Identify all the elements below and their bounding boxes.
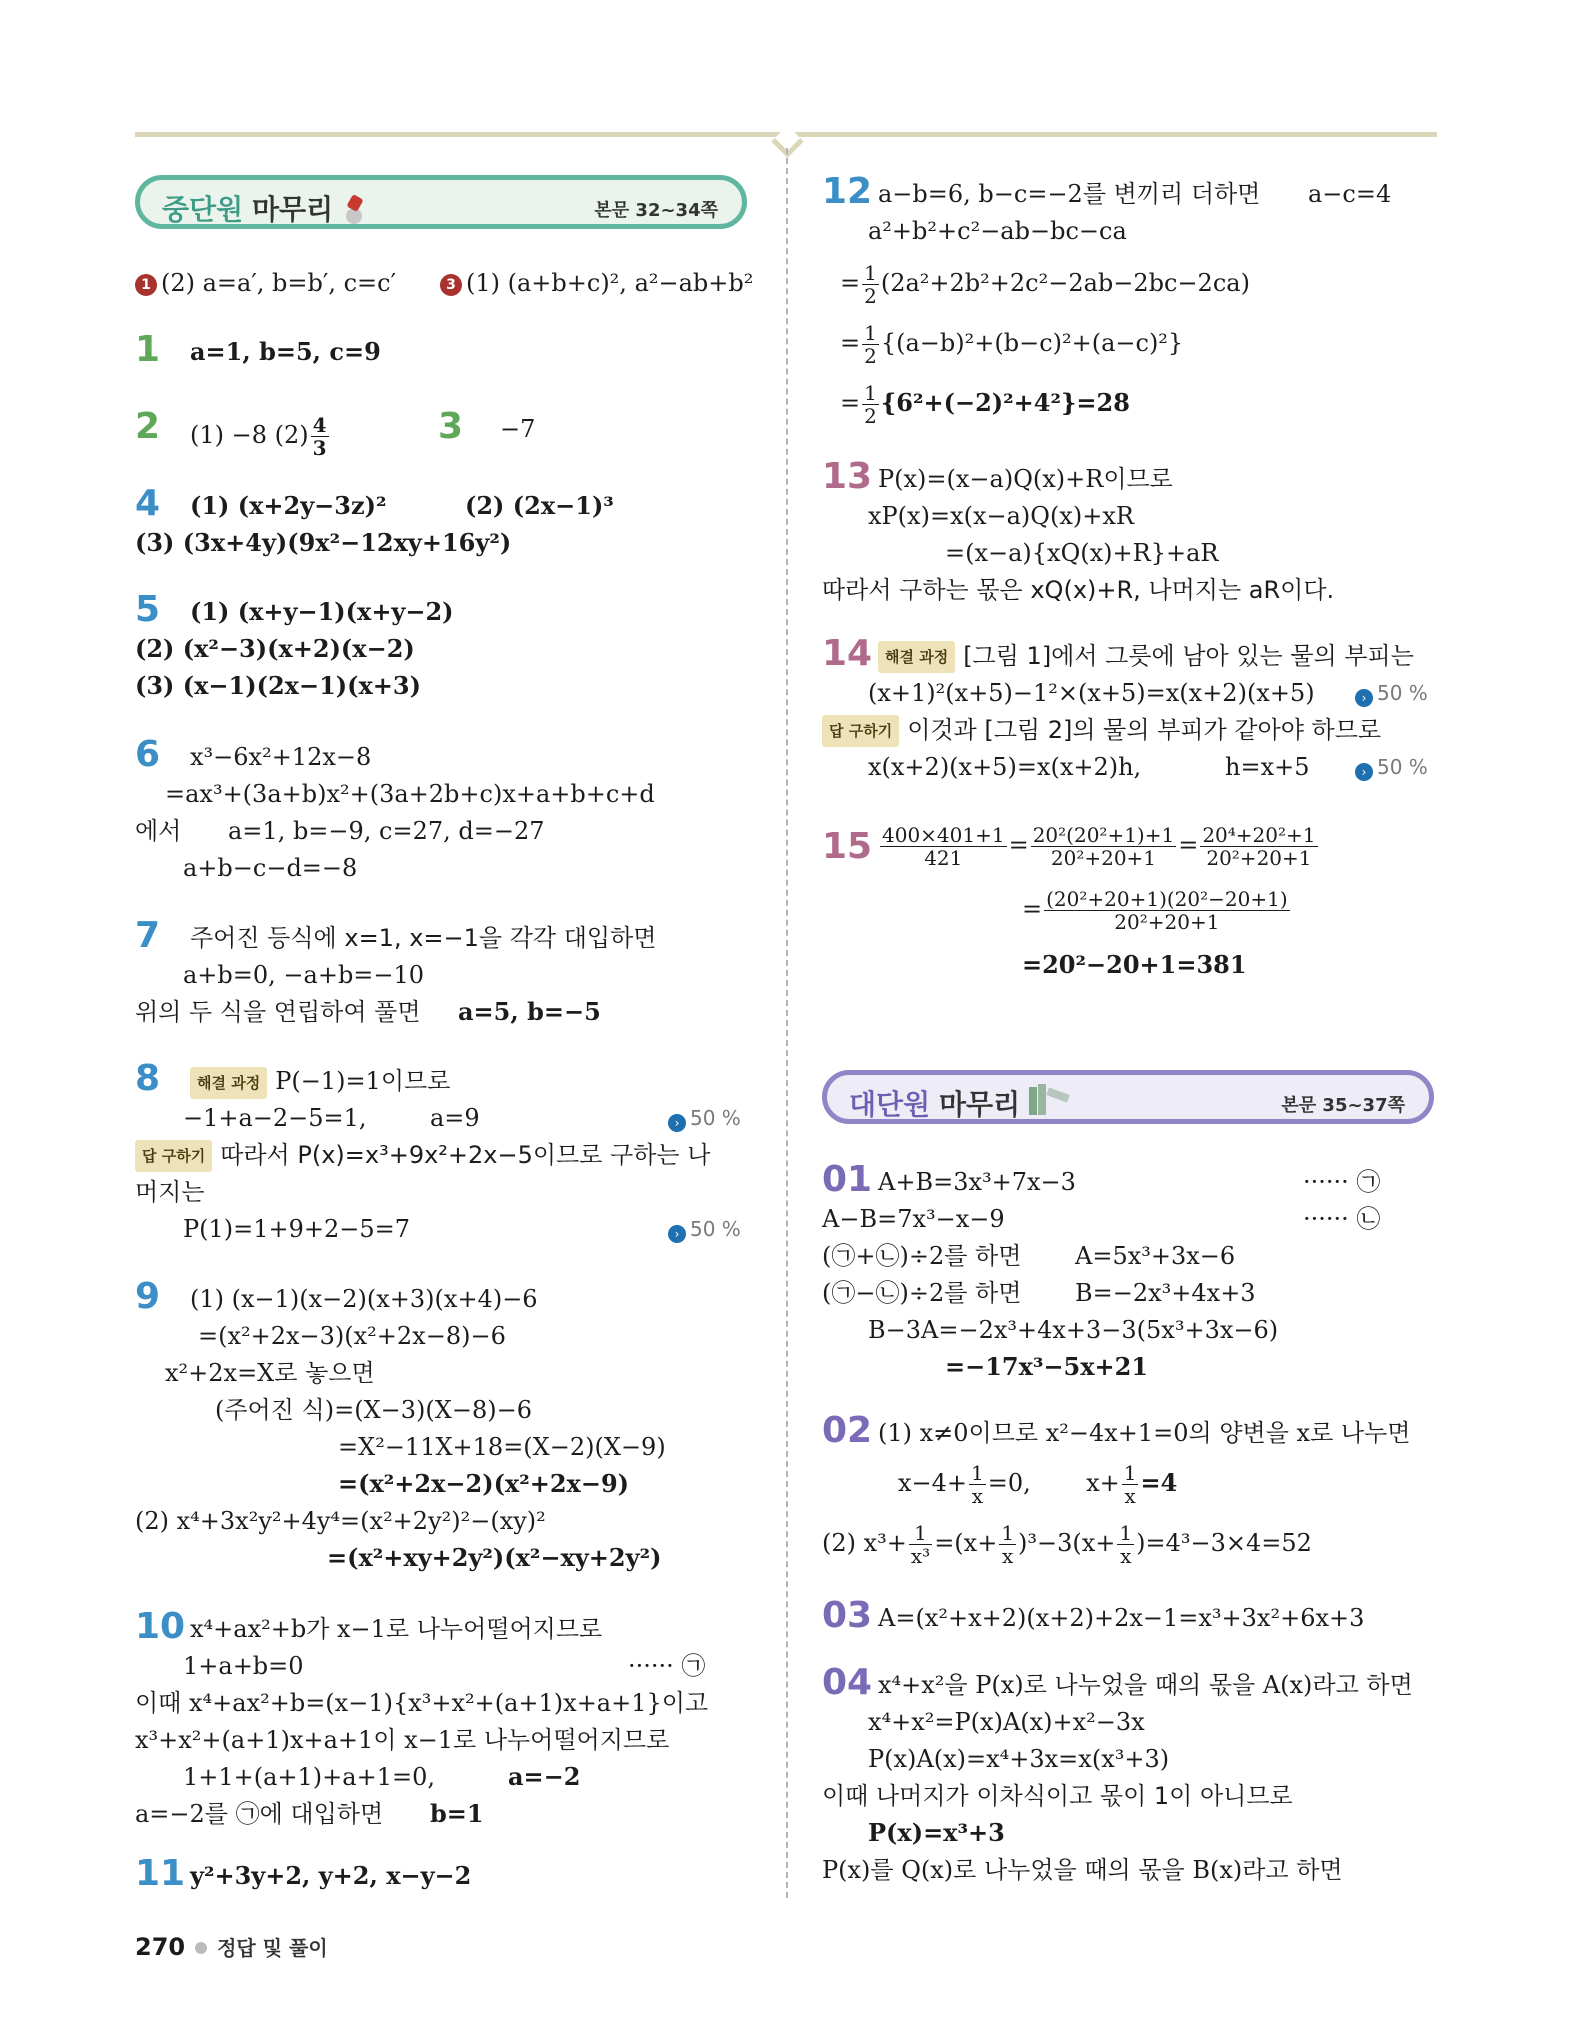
solution-8-2a: −1+a−2−5=1, — [183, 1104, 367, 1132]
fraction: $\frac{\text{20⁴+20²+1}}{\text{20²+20+1}}$ — [1202, 823, 1316, 870]
page-number: 270 — [135, 1933, 186, 1961]
problem-number: 10 — [135, 1606, 186, 1647]
solution-02-2: x−4+ $\frac{1}{x}$ =0, x+ $\frac{1}{x}$ =4 — [898, 1461, 1178, 1508]
problem-number: 11 — [135, 1853, 186, 1894]
solution-01-2: A−B=7x³−x−9 — [822, 1205, 1005, 1233]
solution-8-1 — [190, 1066, 450, 1099]
fraction: $\frac{1}{x}$ — [971, 1461, 984, 1508]
solution-14-3-text: 이것과 [그림 2]의 물의 부피가 같아야 하므로 — [907, 716, 1382, 744]
problem-number: 04 — [822, 1662, 873, 1703]
solution-01-4a: (㉠−㉡)÷2를 하면 — [822, 1279, 1022, 1307]
solution-14-1 — [878, 641, 1414, 673]
problem-number: 01 — [822, 1159, 873, 1200]
solution-6-3a: 에서 — [135, 817, 182, 845]
answer-4-3: (3) (3x+4y)(9x²−12xy+16y²) — [135, 528, 512, 557]
solution-14-1-text: [그림 1]에서 그릇에 남아 있는 물의 부피는 — [963, 642, 1414, 670]
intro-answer-1: (2) a=a′, b=b′, c=c′ — [161, 269, 397, 297]
solution-8-3 — [135, 1140, 710, 1172]
solution-14-4b: h=x+5 — [1225, 753, 1310, 781]
arrow-icon: › — [668, 1225, 686, 1243]
footer-label: 정답 및 풀이 — [217, 1936, 328, 1960]
problem-number: 1 — [135, 329, 161, 370]
problem-number: 13 — [822, 456, 873, 497]
fraction: $\frac{400\times 401+1}{421}$ — [882, 823, 1005, 870]
page-footer — [135, 1932, 328, 1961]
solution-15-1: $\frac{400\times 401+1}{421}$ = $\frac{\text{20²(20²+1)+1}}{\text{20²+20+1}}$ = $\frac{\text{20⁴+20²+1}}{\text{20²+20+1}}$ — [882, 823, 1316, 870]
problem-number: 15 — [822, 826, 873, 867]
solution-10-6b: b=1 — [430, 1799, 484, 1828]
answer-11: y²+3y+2, y+2, x−y−2 — [190, 1861, 472, 1890]
solution-04-2: x⁴+x²=P(x)A(x)+x²−3x — [868, 1708, 1145, 1736]
equation-marker: ······ ㉠ — [628, 1652, 706, 1680]
section-title-a: 중단원 — [162, 193, 244, 226]
fraction: $\frac{\text{20²(20²+1)+1}}{\text{20²+20+1}}$ — [1032, 823, 1175, 870]
solution-10-2: 1+a+b=0 — [183, 1652, 304, 1680]
fraction: $\frac{1}{2}$ — [864, 381, 877, 428]
section-title-b: 마무리 — [252, 193, 334, 226]
solution-13-3: =(x−a){xQ(x)+R}+aR — [945, 539, 1219, 567]
score-percent: › 50 % — [668, 1103, 741, 1133]
problem-number: 5 — [135, 589, 161, 630]
solution-8-2b: a=9 — [430, 1104, 480, 1132]
solution-10-4: x³+x²+(a+1)x+a+1이 x−1로 나누어떨어지므로 — [135, 1726, 670, 1754]
tag-get-answer: 답 구하기 — [822, 715, 899, 747]
answer-03: A=(x²+x+2)(x+2)+2x−1=x³+3x²+6x+3 — [878, 1604, 1365, 1632]
circled-number: 3 — [440, 274, 462, 296]
arrow-icon: › — [1355, 689, 1373, 707]
solution-12-5: = $\frac{1}{2}$ {6²+(−2)²+4²}=28 — [840, 381, 1130, 428]
problem-number: 02 — [822, 1410, 873, 1451]
fraction: $\frac{\text{(20²+20+1)(20²−20+1)}}{\text{20²+20+1}}$ — [1046, 887, 1288, 934]
answer-5-2: (2) (x²−3)(x+2)(x−2) — [135, 634, 415, 663]
section-title-b: 마무리 — [939, 1088, 1021, 1121]
intro-answer-3: (1) (a+b+c)², a²−ab+b² — [466, 269, 754, 297]
answer-5-3: (3) (x−1)(2x−1)(x+3) — [135, 671, 421, 700]
solution-04-3: P(x)A(x)=x⁴+3x=x(x³+3) — [868, 1745, 1170, 1773]
solution-8-4: 머지는 — [135, 1178, 205, 1206]
solution-9-6: =(x²+2x−2)(x²+2x−9) — [338, 1469, 630, 1498]
answer-5-1: (1) (x+y−1)(x+y−2) — [190, 597, 454, 626]
solution-9-1: (1) (x−1)(x−2)(x+3)(x+4)−6 — [190, 1285, 538, 1313]
solution-7-2: a+b=0, −a+b=−10 — [183, 961, 425, 989]
solution-6-3b: a=1, b=−9, c=27, d=−27 — [228, 817, 545, 845]
problem-number: 7 — [135, 915, 161, 956]
answer-2 — [190, 414, 331, 459]
solution-9-5: =X²−11X+18=(X−2)(X−9) — [338, 1433, 666, 1461]
solution-14-2: (x+1)²(x+5)−1²×(x+5)=x(x+2)(x+5) — [868, 679, 1315, 707]
solution-9-3: x²+2x=X로 놓으면 — [165, 1359, 375, 1387]
solution-10-5b: a=−2 — [508, 1762, 581, 1791]
solution-10-5a: 1+1+(a+1)+a+1=0, — [183, 1763, 435, 1791]
solution-04-6: P(x)를 Q(x)로 나누었을 때의 몫을 B(x)라고 하면 — [822, 1856, 1343, 1884]
fraction: $\frac{1}{2}$ — [864, 321, 877, 368]
arrow-icon: › — [668, 1114, 686, 1132]
column-divider — [786, 148, 788, 1898]
page-reference: 본문 35~37쪽 — [1281, 1095, 1405, 1116]
solution-6-1: x³−6x²+12x−8 — [190, 743, 372, 771]
section-header-midunit — [135, 175, 747, 229]
answer-2-text: (1) −8 (2) — [190, 421, 309, 449]
solution-14-3 — [822, 715, 1381, 747]
fraction: $\frac{4}{3}$ — [312, 413, 327, 460]
equation-marker: ······ ㉡ — [1303, 1205, 1381, 1233]
section-title-a: 대단원 — [849, 1088, 931, 1121]
solution-12-1b: a−c=4 — [1308, 180, 1392, 208]
answer-4-1: (1) (x+2y−3z)² — [190, 491, 387, 520]
books-icon — [1025, 1081, 1075, 1121]
solution-12-3: = $\frac{1}{2}$ (2a²+2b²+2c²−2ab−2bc−2ca) — [840, 261, 1250, 308]
tag-solving-process: 해결 과정 — [878, 641, 955, 673]
solution-04-5: P(x)=x³+3 — [868, 1818, 1005, 1847]
solution-01-4b: B=−2x³+4x+3 — [1075, 1279, 1256, 1307]
solution-6-4: a+b−c−d=−8 — [183, 854, 358, 882]
solution-01-1: A+B=3x³+7x−3 — [878, 1168, 1076, 1196]
problem-number: 9 — [135, 1276, 161, 1317]
solution-01-6: =−17x³−5x+21 — [945, 1352, 1149, 1381]
equation-marker: ······ ㉠ — [1303, 1168, 1381, 1196]
bullet-icon — [195, 1942, 207, 1954]
solution-04-4: 이때 나머지가 이차식이고 몫이 1이 아니므로 — [822, 1782, 1293, 1810]
fraction: $\frac{1}{x}$ — [1123, 1461, 1137, 1508]
solution-8-5: P(1)=1+9+2−5=7 — [183, 1215, 411, 1243]
solution-01-5: B−3A=−2x³+4x+3−3(5x³+3x−6) — [868, 1316, 1279, 1344]
answer-1: a=1, b=5, c=9 — [190, 337, 381, 366]
fraction: $\frac{1}{\text{x³}}$ — [910, 1521, 931, 1568]
problem-number: 3 — [438, 406, 464, 447]
solution-10-6a: a=−2를 ㉠에 대입하면 — [135, 1800, 384, 1828]
solution-7-3a: 위의 두 식을 연립하여 풀면 — [135, 998, 421, 1026]
score-percent: › 50 % — [668, 1214, 741, 1244]
score-percent: › 50 % — [1355, 678, 1428, 708]
answer-4-2: (2) (2x−1)³ — [465, 491, 614, 520]
solution-02-1: (1) x≠0이므로 x²−4x+1=0의 양변을 x로 나누면 — [878, 1419, 1411, 1447]
solution-7-3b: a=5, b=−5 — [458, 997, 601, 1026]
tag-solving-process: 해결 과정 — [190, 1067, 267, 1099]
solution-01-3b: A=5x³+3x−6 — [1075, 1242, 1236, 1270]
solution-6-2: =ax³+(3a+b)x²+(3a+2b+c)x+a+b+c+d — [165, 780, 655, 808]
solution-13-2: xP(x)=x(x−a)Q(x)+xR — [868, 502, 1134, 530]
page-reference: 본문 32~34쪽 — [594, 200, 718, 221]
answer-3: −7 — [500, 415, 536, 443]
fraction: $\frac{1}{x}$ — [1119, 1521, 1133, 1568]
solution-9-7: (2) x⁴+3x²y²+4y⁴=(x²+2y²)²−(xy)² — [135, 1507, 546, 1535]
solution-01-3a: (㉠+㉡)÷2를 하면 — [822, 1242, 1022, 1270]
fraction: $\frac{1}{x}$ — [1001, 1521, 1015, 1568]
solution-9-2: =(x²+2x−3)(x²+2x−8)−6 — [198, 1322, 506, 1350]
solution-8-1-text: P(−1)=1이므로 — [275, 1067, 451, 1095]
solution-9-8: =(x²+xy+2y²)(x²−xy+2y²) — [327, 1543, 662, 1572]
problem-number: 03 — [822, 1595, 873, 1636]
solution-12-1: a−b=6, b−c=−2를 변끼리 더하면 — [878, 180, 1261, 208]
problem-number: 4 — [135, 483, 161, 524]
solution-14-4a: x(x+2)(x+5)=x(x+2)h, — [868, 753, 1142, 781]
solution-04-1: x⁴+x²을 P(x)로 나누었을 때의 몫을 A(x)라고 하면 — [878, 1671, 1413, 1699]
intro-line-2 — [440, 268, 753, 298]
problem-number: 12 — [822, 171, 873, 212]
problem-number: 2 — [135, 406, 161, 447]
solution-13-4: 따라서 구하는 몫은 xQ(x)+R, 나머지는 aR이다. — [822, 576, 1335, 604]
problem-number: 6 — [135, 734, 161, 775]
solution-02-3: (2) x³+ $\frac{1}{\text{x³}}$ =(x+ $\frac{1}{x}$ )³−3(x+ $\frac{1}{x}$ )=4³−3×4=52 — [822, 1521, 1312, 1568]
solution-12-4: = $\frac{1}{2}$ {(a−b)²+(b−c)²+(a−c)²} — [840, 321, 1184, 368]
solution-9-4: (주어진 식)=(X−3)(X−8)−6 — [215, 1396, 532, 1424]
solution-13-1: P(x)=(x−a)Q(x)+R이므로 — [878, 465, 1173, 493]
problem-number: 14 — [822, 633, 873, 674]
section-header-bigunit — [822, 1070, 1434, 1124]
solution-12-2: a²+b²+c²−ab−bc−ca — [868, 217, 1127, 245]
score-percent: › 50 % — [1355, 752, 1428, 782]
intro-line — [135, 268, 396, 298]
tag-get-answer: 답 구하기 — [135, 1140, 212, 1172]
solution-8-3-text: 따라서 P(x)=x³+9x²+2x−5이므로 구하는 나 — [220, 1141, 711, 1169]
fraction: $\frac{1}{2}$ — [864, 261, 877, 308]
solution-15-3: =20²−20+1=381 — [1022, 950, 1247, 979]
solution-15-2: = $\frac{\text{(20²+20+1)(20²−20+1)}}{\text{20²+20+1}}$ — [1022, 887, 1288, 934]
pushpin-icon — [340, 190, 366, 216]
problem-number: 8 — [135, 1058, 161, 1099]
solution-10-1: x⁴+ax²+b가 x−1로 나누어떨어지므로 — [190, 1615, 603, 1643]
solution-10-3: 이때 x⁴+ax²+b=(x−1){x³+x²+(a+1)x+a+1}이고 — [135, 1689, 709, 1717]
arrow-icon: › — [1355, 763, 1373, 781]
solution-7-1: 주어진 등식에 x=1, x=−1을 각각 대입하면 — [190, 924, 657, 952]
circled-number: 1 — [135, 274, 157, 296]
